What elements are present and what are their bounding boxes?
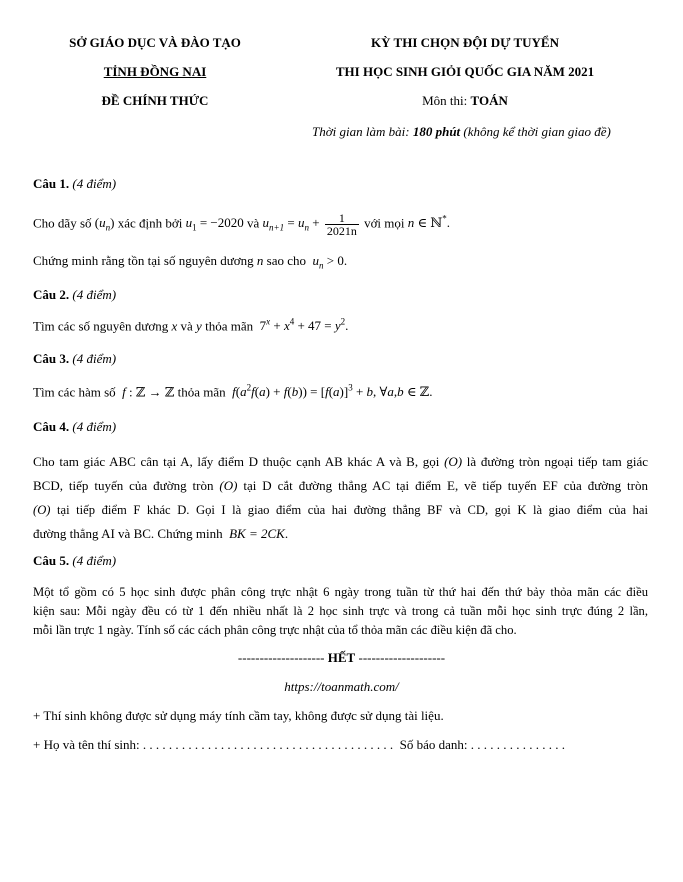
- end-dashes: --------------------: [237, 650, 325, 665]
- q2-var: x: [171, 318, 178, 334]
- u1-value: −2020: [210, 215, 244, 231]
- function-signature: f : ℤ → ℤ: [122, 384, 175, 400]
- question-points: (4 điểm): [72, 553, 117, 568]
- q2-text: Tìm các số nguyên dương: [33, 318, 169, 334]
- question-title: Câu 2.: [33, 287, 70, 302]
- candidate-name-label: + Họ và tên thí sinh:: [33, 737, 140, 752]
- candidate-info: [33, 737, 565, 753]
- q3-text: Tìm các hàm số: [33, 384, 116, 400]
- q5-line: kiện sau: Mỗi ngày đều có từ 1 đến nhiều nhất là 2 học sinh trực và trong cả tuần mỗi học sinh trực đúng 2 lần,: [33, 604, 648, 618]
- q4-text: là đường tròn ngoại tiếp tam giác: [466, 454, 649, 469]
- exam-subject: [300, 93, 630, 109]
- question-points: (4 điểm): [72, 176, 117, 191]
- domain-formula: n ∈ ℕ*.: [407, 214, 451, 231]
- candidate-name-field: . . . . . . . . . . . . . . . . . . . . . . . . . . . . . . . . . . . . . . .: [142, 737, 394, 752]
- question-points: (4 điểm): [72, 287, 117, 302]
- fraction: [325, 212, 359, 237]
- end-marker: [0, 650, 683, 666]
- exam-title: KỲ THI CHỌN ĐỘI DỰ TUYỂN: [371, 35, 559, 50]
- end-dashes: --------------------: [358, 650, 446, 665]
- subject-value: TOÁN: [470, 93, 508, 108]
- q1-text: sao cho: [266, 253, 307, 268]
- province-name: TỈNH ĐỒNG NAI: [103, 64, 207, 79]
- q1-text: và: [247, 215, 260, 231]
- end-label: HẾT: [327, 650, 356, 665]
- circle-label: (O): [33, 503, 51, 517]
- q5-line: Một tổ gồm có 5 học sinh được phân công trực nhật 6 ngày trong tuần từ thứ hai đến thứ bảy thỏa mãn các điều: [33, 585, 648, 599]
- question-4-statement: [33, 450, 648, 546]
- question-points: (4 điểm): [72, 419, 117, 434]
- exam-note: + Thí sinh không được sử dụng máy tính cầm tay, không được sử dụng tài liệu.: [33, 708, 444, 723]
- official-exam-label: ĐỀ CHÍNH THỨC: [101, 93, 209, 108]
- q4-text: đường thẳng AI và BC. Chứng minh: [33, 526, 223, 541]
- question-1-heading: [33, 176, 116, 192]
- q2-var: y: [196, 318, 202, 334]
- question-1-task: [33, 253, 347, 271]
- time-prefix: Thời gian làm bài:: [312, 124, 410, 139]
- q4-text: BCD, tiếp tuyến của đường tròn: [33, 478, 214, 493]
- q1-text: Chứng minh rằng tồn tại số nguyên dương: [33, 253, 254, 268]
- subject-label: Môn thi:: [422, 93, 468, 108]
- question-2-heading: [33, 287, 116, 303]
- question-3-heading: [33, 351, 116, 367]
- exam-time: [312, 124, 611, 140]
- question-title: Câu 5.: [33, 553, 70, 568]
- fraction-denominator: 2021n: [326, 223, 357, 238]
- fraction-numerator: 1: [325, 212, 359, 225]
- question-points: (4 điểm): [72, 351, 117, 366]
- question-title: Câu 3.: [33, 351, 70, 366]
- sequence-notation: $(u_n)$: [94, 215, 115, 233]
- q1-text: với mọi: [364, 215, 405, 231]
- proof-equation: BK = 2CK: [229, 526, 285, 541]
- question-5-statement: [33, 583, 648, 640]
- q4-line: [33, 450, 648, 474]
- time-value: 180 phút: [412, 124, 461, 139]
- question-2-statement: [33, 317, 348, 334]
- equation-constant: + 47 =: [297, 318, 332, 334]
- q2-text: thỏa mãn: [205, 318, 254, 334]
- functional-equation: $f(a^2f(a) + f(b)) = [f(a)]^3 + b$, ∀a,b ∈ ℤ.: [232, 383, 433, 400]
- positivity-formula: $u_n > 0$.: [312, 253, 348, 271]
- u1-formula: $u_1 = -2020$: [185, 215, 244, 233]
- q3-text: thỏa mãn: [177, 384, 226, 400]
- q4-line: đường thẳng AI và BC. Chứng minh BK = 2CK.: [33, 526, 289, 541]
- q4-line: [33, 498, 648, 522]
- question-title: Câu 1.: [33, 176, 70, 191]
- q4-text: Cho tam giác ABC cân tại A, lấy điểm D thuộc cạnh AB khác A và B, gọi: [33, 454, 440, 469]
- question-title: Câu 4.: [33, 419, 70, 434]
- question-4-heading: [33, 419, 116, 435]
- q4-text: tại D cắt đường thẳng AC tại điểm E, vẽ tiếp tuyến EF của đường tròn: [243, 478, 649, 493]
- recurrence-formula: $u_{n+1} = u_n$ + $\frac{1}{2021n}$: [262, 210, 357, 238]
- q1-text: Cho dãy số: [33, 215, 92, 231]
- q1-text: xác định bởi: [117, 215, 183, 231]
- question-1-statement: [33, 207, 450, 240]
- department-name: SỞ GIÁO DỤC VÀ ĐÀO TẠO: [69, 35, 241, 50]
- diophantine-equation: $7^x + x^4 + 47 = y^2$.: [256, 317, 349, 334]
- question-3-statement: [33, 383, 433, 400]
- candidate-number-field: . . . . . . . . . . . . . . .: [470, 737, 566, 752]
- exam-subtitle: THI HỌC SINH GIỎI QUỐC GIA NĂM 2021: [335, 64, 595, 79]
- q4-line: [33, 474, 648, 498]
- time-suffix: (không kể thời gian giao đề): [463, 124, 611, 139]
- candidate-number-label: Số báo danh:: [399, 737, 468, 752]
- website-link[interactable]: https://toanmath.com/: [284, 679, 399, 694]
- q5-line: mỗi lần trực 1 ngày. Tính số các cách phân công trực nhật của tổ thỏa mãn các điều kiện đã cho.: [33, 623, 517, 637]
- q4-text: tại tiếp điểm F khác D. Gọi I là giao điểm của hai đường thẳng BF và CD, gọi K là giao điểm của hai: [57, 503, 648, 517]
- q2-text: và: [180, 318, 193, 334]
- q1-var: n: [256, 253, 264, 268]
- circle-label: (O): [219, 478, 238, 493]
- question-5-heading: [33, 553, 116, 569]
- circle-label: (O): [444, 454, 463, 469]
